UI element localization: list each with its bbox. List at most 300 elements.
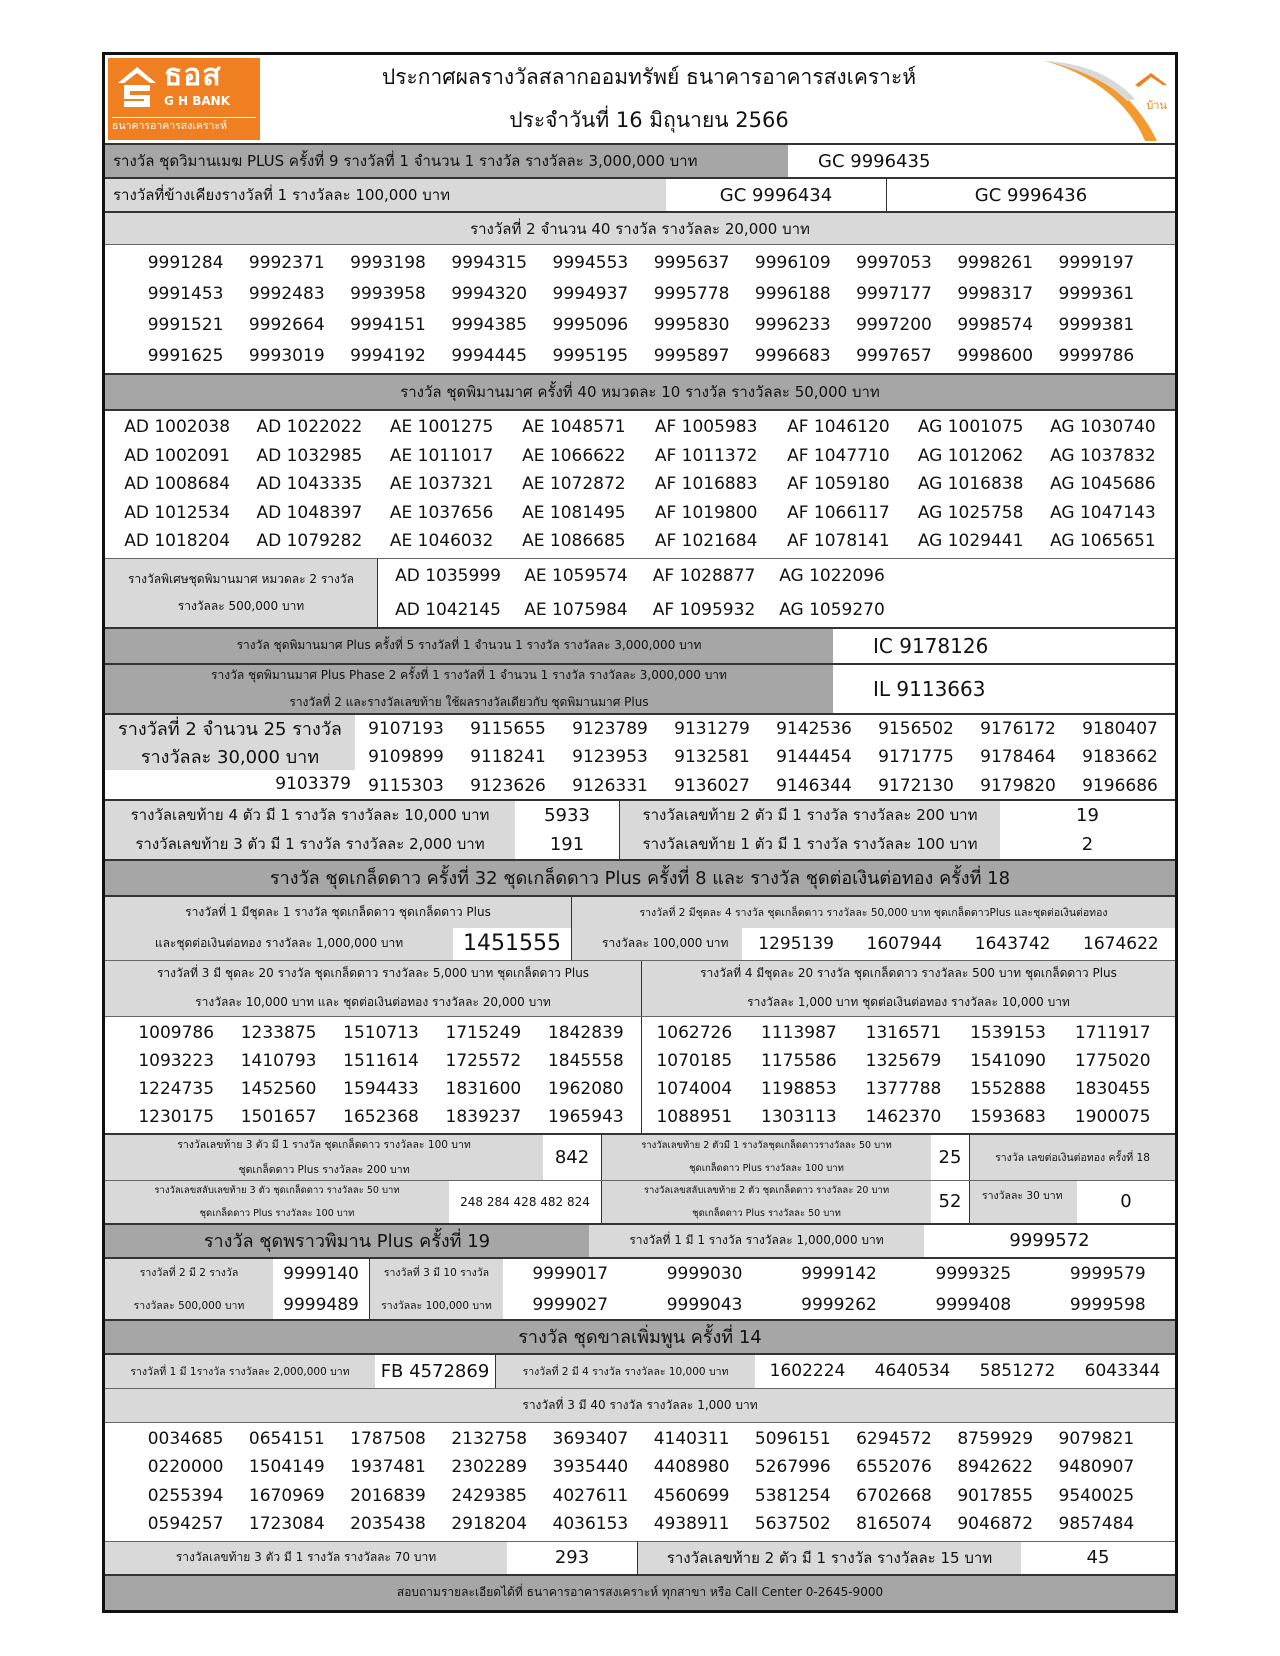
phiman-plus-phase2-label bbox=[105, 665, 833, 713]
prize-number: 0034685 bbox=[147, 1428, 224, 1449]
prize-number: 9994192 bbox=[350, 345, 426, 366]
prize-number: 9999786 bbox=[1058, 345, 1135, 366]
khao-tail2-label: รางวัลเลขท้าย 2 ตัว มี 1 รางวัล รางวัลละ 15 บาท bbox=[637, 1542, 1021, 1574]
prize-number: 9995637 bbox=[653, 252, 730, 273]
prize-number: AD 1002038 bbox=[124, 417, 231, 438]
prize-number: 6043344 bbox=[1084, 1361, 1161, 1381]
prize-number: AE 1086685 bbox=[522, 531, 626, 552]
prize-number: AE 1066622 bbox=[522, 445, 626, 466]
prize-number: 0654151 bbox=[248, 1428, 325, 1449]
prize-number: 1295139 bbox=[758, 933, 834, 954]
prize-number: 5096151 bbox=[754, 1428, 831, 1449]
praw-first-number: 9999572 bbox=[924, 1225, 1175, 1257]
prize-number: 1198853 bbox=[761, 1078, 837, 1099]
praw-third-label bbox=[369, 1259, 503, 1319]
kerddao-tail3-label-2: ชุดเกล็ดดาว Plus รางวัลละ 200 บาท bbox=[238, 1164, 410, 1176]
prize-number: 6702668 bbox=[856, 1485, 932, 1506]
corner-logo bbox=[1035, 55, 1175, 143]
kerddao-second bbox=[571, 897, 1175, 960]
prize-number: 9997657 bbox=[856, 345, 932, 366]
prize-number: 1541090 bbox=[970, 1050, 1046, 1071]
prize-number: 9995830 bbox=[653, 314, 730, 335]
prize-number: 9172130 bbox=[878, 775, 954, 796]
prize-number: 9136027 bbox=[674, 775, 750, 796]
prize-number: AF 1021684 bbox=[654, 531, 758, 552]
khao-first-second bbox=[105, 1355, 1175, 1389]
prize-number: 9996683 bbox=[754, 345, 831, 366]
prize-number: 2132758 bbox=[451, 1428, 528, 1449]
prize-number: 2035438 bbox=[350, 1514, 426, 1535]
title-text: ประกาศผลรางวัลสลากออมทรัพย์ ธนาคารอาคารสงเคราะห์ bbox=[381, 65, 917, 89]
prize-number: 9994445 bbox=[451, 345, 528, 366]
prize-number: AF 1005983 bbox=[654, 417, 758, 438]
prize-number: 9132581 bbox=[674, 747, 750, 768]
prize-number: 2918204 bbox=[451, 1514, 528, 1535]
prize-number: 1674622 bbox=[1083, 933, 1159, 954]
prize-number: 1900075 bbox=[1074, 1106, 1151, 1127]
logo-top bbox=[112, 58, 256, 117]
vimanmek-second-header bbox=[105, 213, 1175, 245]
prize-number: AE 1046032 bbox=[389, 531, 494, 552]
tail3-number: 191 bbox=[515, 830, 619, 859]
ngoen-number: 0 bbox=[1077, 1181, 1175, 1223]
khao-first-label: รางวัลที่ 1 มี 1รางวัล รางวัลละ 2,000,000 บาท bbox=[105, 1355, 375, 1388]
tail1-number: 2 bbox=[1000, 830, 1175, 859]
tail1-label: รางวัลเลขท้าย 1 ตัว มี 1 รางวัล รางวัลละ 100 บาท bbox=[620, 830, 1000, 859]
khao-second-grid bbox=[755, 1355, 1175, 1388]
kerddao-fourth-label-1: รางวัลที่ 4 มีชุดละ 20 รางวัล ชุดเกล็ดดาว รางวัลละ 500 บาท ชุดเกล็ดดาว Plus bbox=[700, 966, 1117, 980]
prize-number: 9995195 bbox=[552, 345, 629, 366]
prize-number: AF 1011372 bbox=[654, 445, 758, 466]
phiman-plus-second-label-2: รางวัลละ 30,000 บาท bbox=[105, 743, 355, 770]
prize-number: 9991453 bbox=[147, 283, 224, 304]
prize-number: 2429385 bbox=[451, 1485, 528, 1506]
prize-number: 0220000 bbox=[147, 1457, 224, 1478]
prize-number: 9156502 bbox=[878, 718, 954, 739]
kerddao-swap3-label bbox=[105, 1181, 449, 1223]
kerddao-tail2-number: 25 bbox=[931, 1135, 969, 1180]
prize-number: AD 1043335 bbox=[256, 474, 363, 495]
prize-number: 1965943 bbox=[547, 1106, 624, 1127]
prize-number: 4408980 bbox=[653, 1457, 730, 1478]
prize-number: 9993198 bbox=[350, 252, 426, 273]
prize-number: 9171775 bbox=[878, 747, 954, 768]
kerddao-tail3-number: 842 bbox=[543, 1135, 601, 1180]
praw-header-row bbox=[105, 1225, 1175, 1259]
vimanmek-adjacent-label: รางวัลที่ข้างเคียงรางวัลที่ 1 รางวัลละ 100,000 บาท bbox=[105, 179, 666, 211]
prize-number: 4640534 bbox=[874, 1361, 951, 1381]
prize-number: 9480907 bbox=[1058, 1457, 1135, 1478]
khao-first-number: FB 4572869 bbox=[375, 1355, 495, 1388]
kerddao-third-label-2: รางวัลละ 10,000 บาท และ ชุดต่อเงินต่อทอง รางวัลละ 20,000 บาท bbox=[195, 995, 551, 1009]
prize-number: 1452560 bbox=[240, 1078, 317, 1099]
ngoen-label: รางวัล เลขต่อเงินต่อทอง ครั้งที่ 18 bbox=[969, 1135, 1175, 1180]
prize-number: 9999598 bbox=[1069, 1295, 1146, 1315]
prize-number: 1088951 bbox=[656, 1106, 733, 1127]
kerddao-header bbox=[105, 861, 1175, 897]
prize-number: 1504149 bbox=[248, 1457, 325, 1478]
prize-number: AF 1019800 bbox=[654, 502, 758, 523]
prize-number: 9995096 bbox=[552, 314, 629, 335]
prize-number: 9994151 bbox=[350, 314, 426, 335]
prize-number: 9999262 bbox=[801, 1295, 877, 1315]
prize-number: 1233875 bbox=[240, 1022, 317, 1043]
khao-header bbox=[105, 1321, 1175, 1355]
kerddao-second-grid bbox=[742, 928, 1175, 960]
ghbank-logo bbox=[108, 58, 260, 140]
prize-number: AD 1048397 bbox=[256, 502, 363, 523]
prize-number: AD 1079282 bbox=[256, 531, 363, 552]
phiman-plus-number: IC 9178126 bbox=[833, 629, 1175, 663]
prize-number: 9998574 bbox=[957, 314, 1034, 335]
prize-number: 4036153 bbox=[552, 1514, 629, 1535]
prize-number: 8759929 bbox=[957, 1428, 1034, 1449]
prize-number: AG 1029441 bbox=[917, 531, 1024, 552]
khao-second-label: รางวัลที่ 2 มี 4 รางวัล รางวัลละ 10,000 บาท bbox=[495, 1355, 755, 1388]
prize-number: 9857484 bbox=[1058, 1514, 1135, 1535]
prize-number: 9196686 bbox=[1082, 775, 1158, 796]
vimanmek-second-numbers bbox=[105, 245, 1175, 375]
prize-number: 9079821 bbox=[1058, 1428, 1135, 1449]
prize-number: 0255394 bbox=[147, 1485, 224, 1506]
prize-number: 9103379 bbox=[105, 770, 355, 798]
praw-second-label-2: รางวัลละ 500,000 บาท bbox=[133, 1299, 245, 1312]
prize-number: 6552076 bbox=[856, 1457, 932, 1478]
vimanmek-first-row bbox=[105, 145, 1175, 179]
prize-number: 9995778 bbox=[653, 283, 730, 304]
footer-text: สอบถามรายละเอียดได้ที่ ธนาคารอาคารสงเคราะห์ ทุกสาขา หรือ Call Center 0-2645-9000 bbox=[105, 1576, 1175, 1610]
khao-tail3-number: 293 bbox=[507, 1542, 637, 1574]
prize-number: 1230175 bbox=[138, 1106, 215, 1127]
prize-number: AG 1022096 bbox=[779, 565, 885, 586]
tail3-label: รางวัลเลขท้าย 3 ตัว มี 1 รางวัล รางวัลละ 2,000 บาท bbox=[105, 830, 515, 859]
prize-number: AF 1066117 bbox=[787, 502, 890, 523]
lottery-results-sheet bbox=[102, 52, 1178, 1613]
prize-number: 9999408 bbox=[935, 1295, 1012, 1315]
prize-number: AD 1032985 bbox=[256, 445, 363, 466]
prize-number: 1670969 bbox=[248, 1485, 325, 1506]
prize-number: 1062726 bbox=[656, 1022, 733, 1043]
prize-number: 1410793 bbox=[240, 1050, 317, 1071]
prize-number: 4938911 bbox=[653, 1514, 730, 1535]
prize-number: 1510713 bbox=[343, 1022, 419, 1043]
prize-number: 9176172 bbox=[980, 718, 1056, 739]
prize-number: 9179820 bbox=[980, 775, 1056, 796]
phiman-header bbox=[105, 375, 1175, 411]
kerddao-fourth-label bbox=[641, 961, 1175, 1016]
prize-number: 1962080 bbox=[547, 1078, 624, 1099]
prize-number: 9997200 bbox=[856, 314, 932, 335]
praw-third-label-2: รางวัลละ 100,000 บาท bbox=[381, 1299, 492, 1312]
prize-number: AF 1028877 bbox=[652, 565, 756, 586]
prize-number: AG 1059270 bbox=[779, 599, 885, 620]
prize-number: 9996109 bbox=[754, 252, 831, 273]
prize-number: 9999030 bbox=[666, 1264, 743, 1284]
prize-number: 9999140 bbox=[283, 1264, 359, 1284]
kerddao-second-row2 bbox=[572, 928, 1175, 960]
prize-number: 4560699 bbox=[653, 1485, 730, 1506]
phiman-plus-second-grid bbox=[355, 715, 1175, 799]
phiman-special-label-1: รางวัลพิเศษชุดพิมานมาศ หมวดละ 2 รางวัล bbox=[127, 571, 354, 586]
prize-number: 2302289 bbox=[451, 1457, 528, 1478]
prize-number: AG 1037832 bbox=[1050, 445, 1156, 466]
prize-number: 1845558 bbox=[547, 1050, 624, 1071]
praw-second-third bbox=[105, 1259, 1175, 1321]
prize-number: AE 1075984 bbox=[524, 599, 628, 620]
prize-number: 1602224 bbox=[769, 1361, 846, 1381]
prize-number: 9118241 bbox=[470, 747, 546, 768]
prize-number: 1831600 bbox=[445, 1078, 522, 1099]
header bbox=[105, 55, 1175, 145]
prize-number: 9997053 bbox=[856, 252, 932, 273]
phiman-special-row bbox=[105, 559, 1175, 629]
prize-number: AG 1001075 bbox=[917, 417, 1024, 438]
prize-number: 1937481 bbox=[350, 1457, 426, 1478]
prize-number: 9999017 bbox=[532, 1264, 609, 1284]
prize-number: 9996233 bbox=[754, 314, 831, 335]
prize-number: 4027611 bbox=[552, 1485, 629, 1506]
prize-number: 1501657 bbox=[240, 1106, 317, 1127]
prize-number: 9999142 bbox=[801, 1264, 877, 1284]
ngoen-amount-label: รางวัลละ 30 บาท bbox=[969, 1181, 1077, 1223]
kerddao-second-label-1: รางวัลที่ 2 มีชุดละ 4 รางวัล ชุดเกล็ดดาว รางวัลละ 50,000 บาท ชุดเกล็ดดาวPlus และชุดต่อเงินต่อทอง bbox=[639, 906, 1108, 919]
kerddao-third-grid bbox=[105, 1017, 641, 1133]
prize-number: AG 1016838 bbox=[917, 474, 1024, 495]
prize-number: 9993019 bbox=[248, 345, 325, 366]
prize-number: 8942622 bbox=[957, 1457, 1034, 1478]
logo-bank-name: ธนาคารอาคารสงเคราะห์ bbox=[112, 117, 256, 133]
kerddao-tail2-label-1: รางวัลเลขท้าย 2 ตัวมี 1 รางวัลชุดเกล็ดดาวรางวัลละ 50 บาท bbox=[641, 1140, 892, 1151]
prize-number: AD 1018204 bbox=[124, 531, 231, 552]
corner-logo-text: บ้าน bbox=[1146, 99, 1167, 112]
tail-values-left bbox=[515, 801, 619, 859]
prize-number: 1303113 bbox=[761, 1106, 837, 1127]
prize-number: 1074004 bbox=[656, 1078, 733, 1099]
khao-label: รางวัล ชุดขาลเพิ่มพูน ครั้งที่ 14 bbox=[105, 1321, 1175, 1353]
tail-labels-right bbox=[619, 801, 1000, 859]
prize-number: 9992483 bbox=[248, 283, 325, 304]
prize-number: 1711917 bbox=[1074, 1022, 1151, 1043]
kerddao-fourth-label-2: รางวัลละ 1,000 บาท ชุดต่อเงินต่อทอง รางวัลละ 10,000 บาท bbox=[747, 995, 1070, 1009]
kerddao-first-number: 1451555 bbox=[453, 928, 571, 960]
kerddao-tail3-label-1: รางวัลเลขท้าย 3 ตัว มี 1 รางวัล ชุดเกล็ดดาว รางวัลละ 100 บาท bbox=[177, 1139, 471, 1151]
prize-number: 5381254 bbox=[754, 1485, 831, 1506]
prize-number: 9998261 bbox=[957, 252, 1034, 273]
prize-number: AE 1048571 bbox=[522, 417, 626, 438]
prize-number: 9123789 bbox=[572, 718, 648, 739]
phiman-label: รางวัล ชุดพิมานมาศ ครั้งที่ 40 หมวดละ 10 รางวัล รางวัลละ 50,000 บาท bbox=[105, 375, 1175, 409]
prize-number: 9992664 bbox=[248, 314, 325, 335]
prize-number: 9998600 bbox=[957, 345, 1034, 366]
kerddao-first-label-1: รางวัลที่ 1 มีชุดละ 1 รางวัล ชุดเกล็ดดาว ชุดเกล็ดดาว Plus bbox=[185, 904, 491, 919]
page-title bbox=[263, 55, 1035, 143]
prize-number: 9999197 bbox=[1058, 252, 1135, 273]
prize-number: 9999027 bbox=[532, 1295, 609, 1315]
prize-number: AE 1037321 bbox=[389, 474, 494, 495]
prize-number: 9995897 bbox=[653, 345, 730, 366]
vimanmek-adjacent-number: GC 9996434 bbox=[666, 179, 886, 211]
prize-number: 9144454 bbox=[776, 747, 852, 768]
prize-number: 1511614 bbox=[343, 1050, 419, 1071]
prize-number: 9997177 bbox=[856, 283, 932, 304]
prize-number: 1594433 bbox=[343, 1078, 419, 1099]
prize-number: AG 1045686 bbox=[1050, 474, 1156, 495]
prize-number: 9123953 bbox=[572, 747, 648, 768]
prize-number: 1715249 bbox=[445, 1022, 522, 1043]
prize-number: 1462370 bbox=[865, 1106, 942, 1127]
prize-number: AF 1047710 bbox=[787, 445, 890, 466]
prize-number: 9999361 bbox=[1058, 283, 1135, 304]
prize-number: AD 1008684 bbox=[124, 474, 231, 495]
prize-number: 1070185 bbox=[656, 1050, 733, 1071]
prize-number: 1607944 bbox=[866, 933, 943, 954]
vimanmek-second-label: รางวัลที่ 2 จำนวน 40 รางวัล รางวัลละ 20,000 บาท bbox=[105, 213, 1175, 244]
prize-number: 3935440 bbox=[552, 1457, 629, 1478]
kerddao-tail3-label bbox=[105, 1135, 543, 1180]
tail-values-right bbox=[1000, 801, 1175, 859]
prize-number: 9999381 bbox=[1058, 314, 1135, 335]
vimanmek-adjacent-row bbox=[105, 179, 1175, 213]
prize-number: 9991521 bbox=[147, 314, 224, 335]
prize-number: 9992371 bbox=[248, 252, 325, 273]
vimanmek-first-number: GC 9996435 bbox=[788, 145, 1175, 177]
prize-number: 9996188 bbox=[754, 283, 831, 304]
logo-brand: ธอส bbox=[164, 58, 222, 93]
prize-number: 5637502 bbox=[754, 1514, 831, 1535]
prize-number: AE 1059574 bbox=[524, 565, 628, 586]
prize-number: 1839237 bbox=[445, 1106, 522, 1127]
prize-number: 9107193 bbox=[368, 718, 444, 739]
prize-number: AD 1002091 bbox=[124, 445, 231, 466]
prize-number: 6294572 bbox=[856, 1428, 932, 1449]
prize-number: 9991625 bbox=[147, 345, 224, 366]
prize-number: 9183662 bbox=[1082, 747, 1158, 768]
prize-number: AG 1025758 bbox=[917, 502, 1024, 523]
prize-number: 9999579 bbox=[1069, 1264, 1146, 1284]
vimanmek-second-grid bbox=[105, 245, 1175, 373]
prize-number: 0594257 bbox=[147, 1514, 224, 1535]
prize-number: 1775020 bbox=[1074, 1050, 1151, 1071]
prize-number: 9178464 bbox=[980, 747, 1056, 768]
prize-number: 5851272 bbox=[979, 1361, 1056, 1381]
footer bbox=[105, 1576, 1175, 1610]
prize-number: AF 1059180 bbox=[787, 474, 890, 495]
phiman-special-label-2: รางวัลละ 500,000 บาท bbox=[177, 598, 305, 613]
prize-number: 9994320 bbox=[451, 283, 528, 304]
kerddao-first-row2 bbox=[105, 928, 571, 960]
prize-number: 1093223 bbox=[138, 1050, 215, 1071]
kerddao-third-label-1: รางวัลที่ 3 มี ชุดละ 20 รางวัล ชุดเกล็ดดาว รางวัลละ 5,000 บาท ชุดเกล็ดดาว Plus bbox=[156, 966, 590, 980]
house-logo-icon bbox=[116, 65, 158, 109]
praw-third-label-1: รางวัลที่ 3 มี 10 รางวัล bbox=[383, 1266, 490, 1279]
phiman-numbers bbox=[105, 411, 1175, 559]
phiman-grid bbox=[105, 411, 1175, 558]
prize-number: 1113987 bbox=[761, 1022, 837, 1043]
logo-text bbox=[164, 58, 231, 108]
phiman-plus-phase2-row bbox=[105, 665, 1175, 715]
kerddao-swap2-label bbox=[601, 1181, 931, 1223]
praw-first-label: รางวัลที่ 1 มี 1 รางวัล รางวัลละ 1,000,000 บาท bbox=[589, 1225, 924, 1257]
tail4-number: 5933 bbox=[515, 801, 619, 830]
prize-number: 9146344 bbox=[776, 775, 852, 796]
prize-number: AF 1095932 bbox=[652, 599, 756, 620]
phiman-special-label bbox=[105, 559, 377, 627]
phiman-plus-tails bbox=[105, 801, 1175, 861]
prize-number: AD 1042145 bbox=[395, 599, 501, 620]
kerddao-first-second bbox=[105, 897, 1175, 961]
kerddao-tails-row1 bbox=[105, 1135, 1175, 1181]
prize-number: 9540025 bbox=[1058, 1485, 1135, 1506]
prize-number: AE 1037656 bbox=[389, 502, 494, 523]
khao-third-header bbox=[105, 1389, 1175, 1423]
praw-second-label-1: รางวัลที่ 2 มี 2 รางวัล bbox=[139, 1266, 239, 1279]
kerddao-fourth-grid bbox=[641, 1017, 1175, 1133]
prize-number: AG 1030740 bbox=[1050, 417, 1156, 438]
prize-number: 9115303 bbox=[368, 775, 444, 796]
prize-number: 1325679 bbox=[865, 1050, 942, 1071]
khao-third-label: รางวัลที่ 3 มี 40 รางวัล รางวัลละ 1,000 บาท bbox=[105, 1389, 1175, 1422]
phase2-label-1: รางวัล ชุดพิมานมาศ Plus Phase 2 ครั้งที่ 1 รางวัลที่ 1 จำนวน 1 รางวัล รางวัลละ 3,000,000 บาท bbox=[211, 667, 727, 682]
prize-number: AF 1078141 bbox=[787, 531, 890, 552]
khao-third-grid bbox=[105, 1423, 1175, 1541]
prize-number: 8165074 bbox=[856, 1514, 932, 1535]
praw-second-label bbox=[105, 1259, 273, 1319]
prize-number: 1224735 bbox=[138, 1078, 215, 1099]
prize-number: 9994385 bbox=[451, 314, 528, 335]
prize-number: 9999043 bbox=[666, 1295, 743, 1315]
prize-number: 1725572 bbox=[445, 1050, 522, 1071]
prize-number: 9046872 bbox=[957, 1514, 1034, 1535]
kerddao-swap3-numbers: 248 284 428 482 824 bbox=[449, 1181, 601, 1223]
khao-third-numbers bbox=[105, 1423, 1175, 1542]
prize-number: 1009786 bbox=[138, 1022, 215, 1043]
phiman-plus-second bbox=[105, 715, 1175, 801]
prize-number: 1723084 bbox=[248, 1514, 325, 1535]
prize-number: 9994553 bbox=[552, 252, 629, 273]
kerddao-swap2-number: 52 bbox=[931, 1181, 969, 1223]
prize-number: AD 1035999 bbox=[395, 565, 501, 586]
praw-third-grid bbox=[503, 1259, 1175, 1319]
prize-number: AG 1047143 bbox=[1050, 502, 1156, 523]
tail4-label: รางวัลเลขท้าย 4 ตัว มี 1 รางวัล รางวัลละ 10,000 บาท bbox=[105, 801, 515, 830]
prize-number: 9142536 bbox=[776, 718, 852, 739]
kerddao-tails-row2 bbox=[105, 1181, 1175, 1225]
kerddao-third-fourth-numbers bbox=[105, 1017, 1175, 1135]
prize-number: 9994315 bbox=[451, 252, 528, 273]
khao-tail2-number: 45 bbox=[1021, 1542, 1175, 1574]
prize-number: AE 1011017 bbox=[389, 445, 494, 466]
prize-number: 1787508 bbox=[350, 1428, 426, 1449]
prize-number: AG 1065651 bbox=[1050, 531, 1156, 552]
prize-number: 9126331 bbox=[572, 775, 648, 796]
kerddao-second-label-2: รางวัลละ 100,000 บาท bbox=[602, 936, 729, 951]
prize-number: AG 1012062 bbox=[917, 445, 1024, 466]
phiman-special-grid bbox=[377, 559, 1175, 627]
prize-number: 9999325 bbox=[935, 1264, 1012, 1284]
prize-number: 9109899 bbox=[368, 747, 444, 768]
tail2-label: รางวัลเลขท้าย 2 ตัว มี 1 รางวัล รางวัลละ 200 บาท bbox=[620, 801, 1000, 830]
logo-sub: G H BANK bbox=[164, 94, 231, 108]
prize-number: 9991284 bbox=[147, 252, 224, 273]
prize-number: AF 1016883 bbox=[654, 474, 758, 495]
prize-number: 9123626 bbox=[470, 775, 546, 796]
kerddao-swap3-label-2: ชุดเกล็ดดาว Plus รางวัลละ 100 บาท bbox=[199, 1207, 355, 1219]
prize-number: 9115655 bbox=[470, 718, 546, 739]
prize-number: 1593683 bbox=[970, 1106, 1046, 1127]
prize-number: 1539153 bbox=[970, 1022, 1046, 1043]
praw-label: รางวัล ชุดพราวพิมาน Plus ครั้งที่ 19 bbox=[105, 1225, 589, 1257]
prize-number: 1175586 bbox=[761, 1050, 837, 1071]
